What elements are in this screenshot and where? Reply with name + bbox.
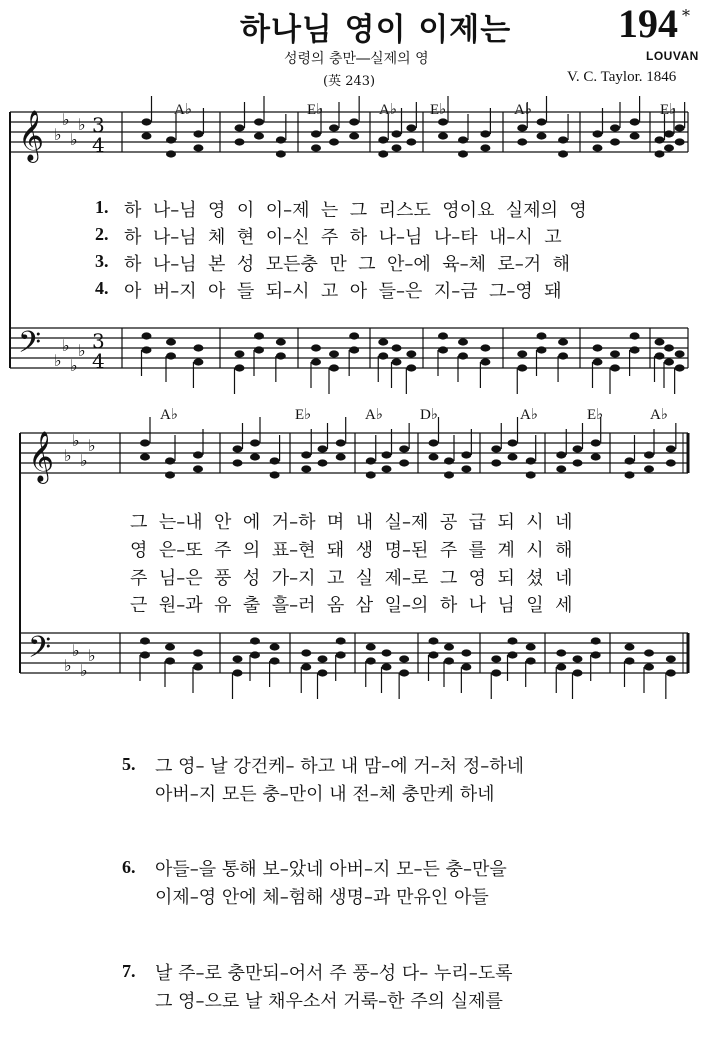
notehead [556,663,566,670]
flat-sign-icon: ♭ [54,351,62,370]
notehead [558,352,568,359]
english-reference: (英 243) [323,74,376,89]
notehead [318,445,328,452]
notehead [366,657,376,664]
notehead [336,651,346,658]
flat-sign-icon: ♭ [72,431,80,450]
notehead [438,332,448,339]
notehead [382,649,392,656]
notehead [556,451,566,458]
notehead [336,439,346,446]
notehead [392,130,402,137]
notehead [644,451,654,458]
notehead [233,445,243,452]
chord-symbol: A♭ [514,102,532,118]
flat-sign-icon: ♭ [72,641,80,660]
chord-symbol: A♭ [379,102,397,118]
notehead [480,358,490,365]
flat-sign-icon: ♭ [62,336,70,355]
flat-sign-icon: ♭ [88,646,96,665]
notehead [166,338,176,345]
notehead [664,358,674,365]
notehead [301,465,311,472]
notehead [399,445,409,452]
notehead [406,138,416,145]
chord-symbol: E♭ [587,407,604,423]
lyric-line: 하 나–님 체 현 이–신 주 하 나–님 나–타 내–시 고 [124,227,562,248]
notehead [537,118,547,125]
notehead [311,144,321,151]
notehead [382,663,392,670]
notehead [491,655,501,662]
tune-name: LOUVAN [646,49,699,63]
notehead [591,637,601,644]
notehead [140,637,150,644]
notehead [140,453,150,460]
lyric-line: 영 은–또 주 의 표–현 돼 생 명–된 주 를 계 시 해 [130,540,573,561]
notehead [444,657,454,664]
notehead [666,445,676,452]
notehead [165,643,175,650]
notehead [165,657,175,664]
flat-sign-icon: ♭ [64,446,72,465]
flat-sign-icon: ♭ [78,341,86,360]
notehead [644,663,654,670]
notehead [444,471,454,478]
notehead [233,459,243,466]
notehead [630,118,640,125]
notehead [655,338,665,345]
notehead [382,465,392,472]
notehead [429,637,439,644]
notehead [517,350,527,357]
notehead [366,457,376,464]
notehead [349,346,359,353]
chord-symbol: A♭ [174,102,192,118]
notehead [233,655,243,662]
notehead [526,657,536,664]
notehead [556,649,566,656]
notehead [508,453,518,460]
notehead [517,138,527,145]
notehead [573,445,583,452]
bass-clef-icon: 𝄢 [18,326,42,367]
notehead [318,655,328,662]
notehead [366,643,376,650]
verse-line: 날 주–로 충만되–어서 주 풍–성 다– 누리–도록 [155,963,513,984]
lyric-line: 그 는–내 안 에 거–하 며 내 실–제 공 급 되 시 네 [130,512,573,533]
verse-number: 3. [95,251,109,271]
notehead [591,453,601,460]
notehead [193,344,203,351]
notehead [166,150,176,157]
notehead [508,637,518,644]
notehead [517,124,527,131]
time-signature-icon: 4 [92,349,105,373]
notehead [537,346,547,353]
notehead [630,346,640,353]
notehead [480,130,490,137]
notehead [250,637,260,644]
composer-credit: V. C. Taylor. 1846 [567,69,677,85]
notehead [193,451,203,458]
notehead [193,465,203,472]
notehead [556,465,566,472]
verse-number: 1. [95,197,109,217]
lyric-line: 하 나–님 영 이 이–제 는 그 리스도 영이요 실제의 영 [124,200,587,221]
treble-clef-icon: 𝄞 [28,431,55,482]
notehead [491,445,501,452]
notehead [193,649,203,656]
notehead [254,132,264,139]
verse-number: 6. [122,857,136,877]
notehead [537,132,547,139]
notehead [142,132,152,139]
notehead [664,130,674,137]
notehead [666,669,676,676]
notehead [235,138,245,145]
notehead [458,150,468,157]
notehead [366,471,376,478]
notehead [254,332,264,339]
notehead [235,124,245,131]
notehead [378,150,388,157]
notehead [276,150,286,157]
notehead [166,136,176,143]
notehead [276,352,286,359]
notehead [438,346,448,353]
verse-number: 4. [95,278,109,298]
treble-clef-icon: 𝄞 [18,110,45,161]
notehead [140,439,150,446]
notehead [318,459,328,466]
notehead [378,338,388,345]
notehead [573,669,583,676]
verse-number: 2. [95,224,109,244]
flat-sign-icon: ♭ [78,115,86,134]
time-signature-icon: 3 [92,113,105,137]
hymn-subtitle: 성령의 충만―실제의 영 [284,51,429,67]
notehead [142,346,152,353]
notehead [491,669,501,676]
notehead [276,338,286,345]
notehead [444,643,454,650]
notehead [666,655,676,662]
notehead [591,651,601,658]
notehead [591,439,601,446]
notehead [399,655,409,662]
notehead [593,144,603,151]
notehead [438,118,448,125]
flat-sign-icon: ♭ [80,661,88,680]
notehead [610,350,620,357]
notehead [270,657,280,664]
notehead [254,346,264,353]
notehead [233,669,243,676]
notehead [480,344,490,351]
notehead [142,118,152,125]
notehead [270,457,280,464]
notehead [301,649,311,656]
notehead [270,471,280,478]
notehead [318,669,328,676]
flat-sign-icon: ♭ [62,110,70,129]
notehead [250,439,260,446]
notehead [349,332,359,339]
notehead [235,350,245,357]
notehead [526,643,536,650]
notehead [329,364,339,371]
notehead [166,352,176,359]
notehead [675,364,685,371]
notehead [406,124,416,131]
notehead [593,358,603,365]
chord-symbol: E♭ [430,102,447,118]
chord-symbol: A♭ [520,407,538,423]
notehead [526,471,536,478]
notehead [329,124,339,131]
flat-sign-icon: ♭ [54,125,62,144]
notehead [458,338,468,345]
notehead [461,451,471,458]
notehead [517,364,527,371]
notehead [438,132,448,139]
verse-line: 아들–을 통해 보–았네 아버–지 모–든 충–만을 [155,859,507,880]
notehead [593,130,603,137]
notehead [429,453,439,460]
verse-line: 그 영–으로 날 채우소서 거룩–한 주의 실제를 [155,991,503,1012]
notehead [140,651,150,658]
notehead [336,453,346,460]
notehead [573,459,583,466]
notehead [301,451,311,458]
notehead [625,657,635,664]
bass-clef-icon: 𝄢 [28,631,52,672]
notehead [655,136,665,143]
notehead [458,352,468,359]
lyric-line: 아 버–지 아 들 되–시 고 아 들–은 지–금 그–영 돼 [124,281,562,302]
notehead [630,132,640,139]
notehead [235,364,245,371]
chord-symbol: A♭ [160,407,178,423]
lyric-line: 근 원–과 유 출 흘–러 옴 삼 일–의 하 나 님 일 세 [130,595,573,616]
notehead [399,459,409,466]
notehead [675,350,685,357]
notehead [329,350,339,357]
notehead [254,118,264,125]
notehead [378,352,388,359]
notehead [625,643,635,650]
chord-symbol: D♭ [420,407,438,423]
flat-sign-icon: ♭ [88,436,96,455]
notehead [610,364,620,371]
verse-line: 그 영– 날 강건케– 하고 내 맘–에 거–처 정–하네 [155,756,524,777]
notehead [250,651,260,658]
notehead [508,439,518,446]
notehead [193,130,203,137]
notehead [644,649,654,656]
notehead [349,118,359,125]
notehead [301,663,311,670]
notehead [630,332,640,339]
notehead [537,332,547,339]
verse-number: 7. [122,961,136,981]
notehead [270,643,280,650]
notehead [336,637,346,644]
notehead [142,332,152,339]
hymn-number: 194 [618,1,678,46]
chord-symbol: A♭ [650,407,668,423]
verse-line: 이제–영 안에 체–험해 생명–과 만유인 아들 [155,887,489,908]
notehead [573,655,583,662]
notehead [382,451,392,458]
notehead [655,150,665,157]
notehead [664,144,674,151]
notehead [610,138,620,145]
notehead [655,352,665,359]
notehead [593,344,603,351]
chord-symbol: E♭ [660,102,677,118]
notehead [666,459,676,466]
notehead [480,144,490,151]
flat-sign-icon: ♭ [70,130,78,149]
notehead [625,471,635,478]
notehead [349,132,359,139]
notehead [193,144,203,151]
notehead [378,136,388,143]
notehead [193,358,203,365]
notehead [165,471,175,478]
notehead [610,124,620,131]
notehead [664,344,674,351]
hymn-title: 하나님 영이 이제는 [240,12,512,48]
notehead [558,338,568,345]
notehead [526,457,536,464]
notehead [329,138,339,145]
notehead [406,364,416,371]
notehead [675,124,685,131]
notehead [311,130,321,137]
asterisk-mark: * [682,6,690,25]
notehead [508,651,518,658]
notehead [491,459,501,466]
chord-symbol: A♭ [365,407,383,423]
notehead [311,344,321,351]
notehead [392,344,402,351]
notehead [444,457,454,464]
notehead [675,138,685,145]
chord-symbol: E♭ [295,407,312,423]
flat-sign-icon: ♭ [70,356,78,375]
notehead [429,651,439,658]
verse-number: 5. [122,754,136,774]
notehead [406,350,416,357]
notehead [392,144,402,151]
notehead [458,136,468,143]
flat-sign-icon: ♭ [80,451,88,470]
notehead [399,669,409,676]
notehead [429,439,439,446]
verse-line: 아버–지 모든 충–만이 내 전–체 충만케 하네 [155,784,495,805]
flat-sign-icon: ♭ [64,656,72,675]
notehead [644,465,654,472]
notehead [193,663,203,670]
notehead [461,649,471,656]
notehead [625,457,635,464]
notehead [461,465,471,472]
notehead [311,358,321,365]
notehead [165,457,175,464]
notehead [392,358,402,365]
chord-symbol: E♭ [307,102,324,118]
notehead [461,663,471,670]
notehead [558,136,568,143]
notehead [250,453,260,460]
time-signature-icon: 3 [92,329,105,353]
notehead [276,136,286,143]
lyric-line: 주 님–은 풍 성 가–지 고 실 제–로 그 영 되 셨 네 [130,568,573,589]
lyric-line: 하 나–님 본 성 모든충 만 그 안–에 육–체 로–거 해 [124,254,571,275]
notehead [558,150,568,157]
time-signature-icon: 4 [92,133,105,157]
